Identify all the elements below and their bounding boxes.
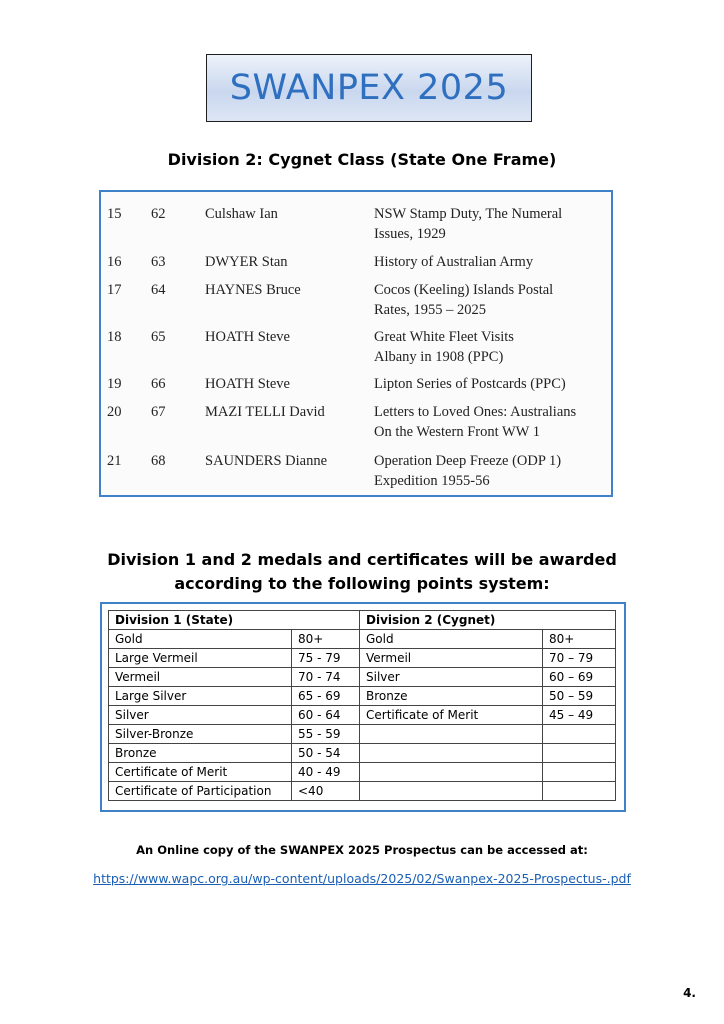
entry-name: HAYNES Bruce xyxy=(205,282,301,298)
table-row xyxy=(109,725,616,744)
entry-title-line1: Cocos (Keeling) Islands Postal xyxy=(374,282,554,298)
entry-frame: 64 xyxy=(151,282,166,298)
entry-number: 16 xyxy=(107,254,122,270)
d1-points: 70 - 74 xyxy=(292,668,360,687)
d1-award: Large Silver xyxy=(109,687,292,706)
division1-header: Division 1 (State) xyxy=(109,611,360,630)
medals-heading-line2: according to the following points system: xyxy=(174,574,550,593)
entry-title-line1: Great White Fleet Visits xyxy=(374,329,514,345)
medals-heading-line1: Division 1 and 2 medals and certificates will be awarded xyxy=(107,550,617,569)
entry-name: HOATH Steve xyxy=(205,329,290,345)
d2-points xyxy=(543,725,616,744)
d1-award: Gold xyxy=(109,630,292,649)
d2-points xyxy=(543,782,616,801)
d1-points: 75 - 79 xyxy=(292,649,360,668)
d1-award: Certificate of Merit xyxy=(109,763,292,782)
medals-heading xyxy=(0,548,724,596)
d1-award: Bronze xyxy=(109,744,292,763)
entry-number: 19 xyxy=(107,376,122,392)
entry-name: DWYER Stan xyxy=(205,254,288,270)
entry-title-line2: On the Western Front WW 1 xyxy=(374,424,540,440)
d2-points xyxy=(543,763,616,782)
d1-points: <40 xyxy=(292,782,360,801)
entry-title-line2: Albany in 1908 (PPC) xyxy=(374,349,504,365)
d1-points: 40 - 49 xyxy=(292,763,360,782)
d2-award: Gold xyxy=(360,630,543,649)
d2-award xyxy=(360,744,543,763)
entry-frame: 62 xyxy=(151,206,166,222)
d1-award: Silver-Bronze xyxy=(109,725,292,744)
page-number: 4. xyxy=(683,986,696,1000)
entry-title-line2: Issues, 1929 xyxy=(374,226,446,242)
points-table xyxy=(108,610,616,801)
table-header-row xyxy=(109,611,616,630)
table-row xyxy=(109,744,616,763)
table-row xyxy=(109,782,616,801)
d1-points: 65 - 69 xyxy=(292,687,360,706)
division2-header: Division 2 (Cygnet) xyxy=(360,611,616,630)
entry-frame: 67 xyxy=(151,404,166,420)
d2-award: Vermeil xyxy=(360,649,543,668)
d2-award: Silver xyxy=(360,668,543,687)
entry-title-line1: Lipton Series of Postcards (PPC) xyxy=(374,376,566,392)
entry-number: 18 xyxy=(107,329,122,345)
d1-points: 55 - 59 xyxy=(292,725,360,744)
d1-points: 50 - 54 xyxy=(292,744,360,763)
title-banner xyxy=(206,54,532,122)
d1-award: Certificate of Participation xyxy=(109,782,292,801)
entry-frame: 65 xyxy=(151,329,166,345)
entry-title-line2: Expedition 1955-56 xyxy=(374,473,490,489)
entry-title-line1: History of Australian Army xyxy=(374,254,534,270)
d1-award: Silver xyxy=(109,706,292,725)
entry-title-line1: NSW Stamp Duty, The Numeral xyxy=(374,206,563,222)
d2-award xyxy=(360,725,543,744)
entry-frame: 63 xyxy=(151,254,166,270)
d2-points: 50 – 59 xyxy=(543,687,616,706)
d2-points: 60 – 69 xyxy=(543,668,616,687)
table-row xyxy=(109,706,616,725)
entries-list xyxy=(99,190,613,497)
d2-award xyxy=(360,763,543,782)
banner-title: SWANPEX 2025 xyxy=(229,68,509,108)
entry-title-line1: Letters to Loved Ones: Australians xyxy=(374,404,577,420)
entry-number: 21 xyxy=(107,453,122,469)
d2-award: Bronze xyxy=(360,687,543,706)
table-row xyxy=(109,687,616,706)
d2-points: 80+ xyxy=(543,630,616,649)
d1-award: Vermeil xyxy=(109,668,292,687)
d2-points xyxy=(543,744,616,763)
entry-title-line2: Rates, 1955 – 2025 xyxy=(374,302,486,318)
entry-frame: 68 xyxy=(151,453,166,469)
d2-points: 45 – 49 xyxy=(543,706,616,725)
d1-points: 60 - 64 xyxy=(292,706,360,725)
d1-award: Large Vermeil xyxy=(109,649,292,668)
table-row xyxy=(109,763,616,782)
d2-award: Certificate of Merit xyxy=(360,706,543,725)
entry-name: HOATH Steve xyxy=(205,376,290,392)
entry-name: SAUNDERS Dianne xyxy=(205,453,328,469)
table-row xyxy=(109,668,616,687)
division2-heading: Division 2: Cygnet Class (State One Frame) xyxy=(167,150,557,169)
entry-title-line1: Operation Deep Freeze (ODP 1) xyxy=(374,453,562,469)
table-row xyxy=(109,630,616,649)
d2-award xyxy=(360,782,543,801)
entry-number: 15 xyxy=(107,206,122,222)
entry-number: 17 xyxy=(107,282,122,298)
points-table-frame xyxy=(100,602,626,812)
d1-points: 80+ xyxy=(292,630,360,649)
entry-name: Culshaw Ian xyxy=(205,206,278,222)
d2-points: 70 – 79 xyxy=(543,649,616,668)
entry-number: 20 xyxy=(107,404,122,420)
prospectus-link[interactable]: https://www.wapc.org.au/wp-content/uploads/2025/02/Swanpex-2025-Prospectus-.pdf xyxy=(93,871,631,886)
entry-name: MAZI TELLI David xyxy=(205,404,325,420)
table-row xyxy=(109,649,616,668)
entry-frame: 66 xyxy=(151,376,166,392)
online-copy-note: An Online copy of the SWANPEX 2025 Prospectus can be accessed at: xyxy=(136,843,588,857)
